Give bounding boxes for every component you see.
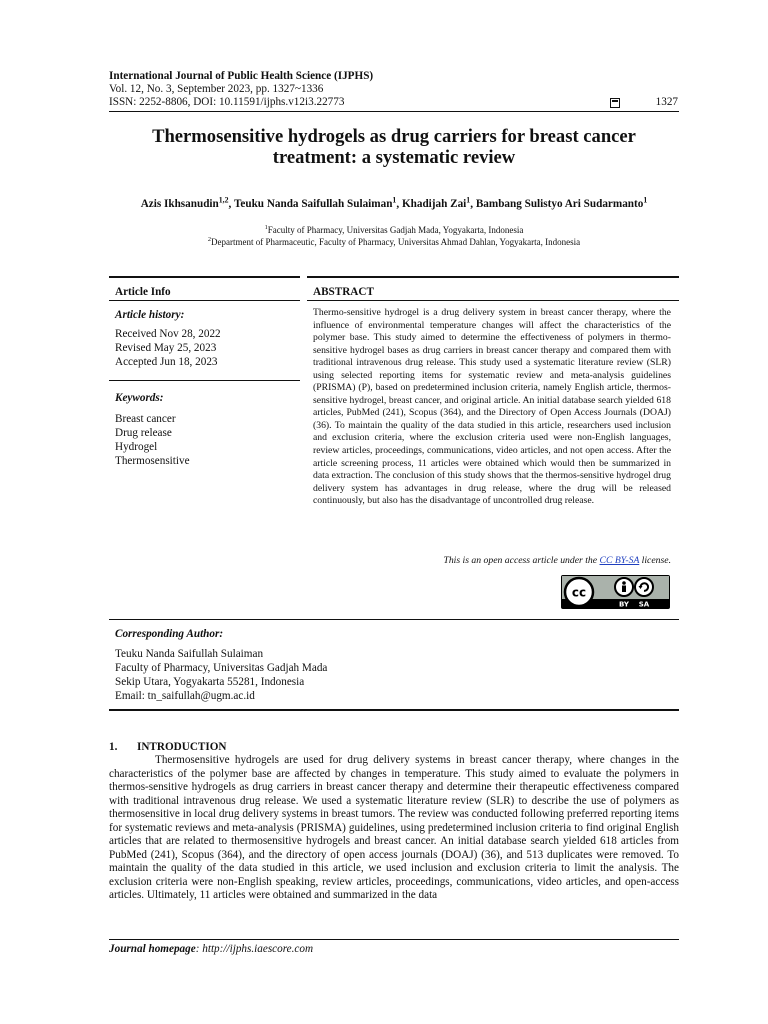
- corresponding-author-address: Sekip Utara, Yogyakarta 55281, Indonesia: [115, 676, 305, 688]
- corresponding-author-affiliation: Faculty of Pharmacy, Universitas Gadjah Mada: [115, 662, 328, 674]
- badge-sa-label: SA: [638, 600, 650, 609]
- page-number-block: [610, 96, 678, 109]
- section-title: INTRODUCTION: [137, 741, 227, 753]
- corresponding-bottom-rule: [109, 709, 679, 711]
- sa-share-icon: [635, 578, 653, 596]
- author-name: Bambang Sulistyo Ari Sudarmanto: [475, 198, 644, 210]
- author-name: Azis Ikhsanudin: [140, 198, 219, 210]
- affiliation-2: $^2$Department of Pharmaceutic, Faculty of Pharmacy, Universitas Ahmad Dahlan, Yogyakarta, Indonesia: [207, 236, 581, 247]
- paper-title-line-1: Thermosensitive hydrogels as drug carriers for breast cancer: [152, 126, 636, 147]
- svg-text:cc: cc: [571, 585, 587, 600]
- badge-by-label: BY: [618, 600, 630, 609]
- keyword-item: Thermosensitive: [115, 455, 190, 467]
- keyword-item: Drug release: [115, 427, 172, 439]
- homepage-url[interactable]: http://ijphs.iaescore.com: [202, 943, 314, 955]
- affiliation-1: $^1$Faculty of Pharmacy, Universitas Gadjah Mada, Yogyakarta, Indonesia: [264, 224, 524, 235]
- abstract-top-rule: [307, 276, 679, 278]
- author-name: Khadijah Zai: [401, 198, 467, 210]
- author-affil-mark: 1: [643, 195, 648, 205]
- homepage-label: Journal homepage: [109, 943, 196, 955]
- section-number: 1.: [109, 741, 118, 753]
- keyword-item: Hydrogel: [115, 441, 158, 453]
- abstract-text: Thermo-sensitive hydrogel is a drug delivery system in breast cancer therapy, where the influence of environmental temperature changes will affect the characteristics of the polymer base. This study aimed to determine the effectiveness of polymers in thermo-sensitive hydrogel bases as drug carriers in breast cancer therapy and compared them with traditional intravenous drug release. This study used a systematic literature review (SLR) using selected reporting items for systematic review and meta-analysis guidelines (PRISMA) (P), based on predetermined inclusion criteria, namely English article, thermos-sensitive hydrogel, breast cancer, and original article. An initial database search yielded 618 articles, PubMed (241), Scopus (364), and the Directory of Open Access Journals (DOAJ) (36). To maintain the quality of the data studied in this article, researchers used inclusion and exclusion criteria, where the exclusion criteria used were non-English languages, review articles, proceedings, communications, video articles, and not open access. After the article screening process, 11 articles were obtained which would then be summarized in data extraction. The conclusion of this study shows that the thermos-sensitive hydrogel drug delivery system has advantages in drug release, where the drug will be released continuously, but also has the disadvantage of uncontrolled drug release.: [313, 307, 671, 507]
- received-date: Received Nov 28, 2022: [115, 328, 221, 340]
- abstract-sub-rule: [307, 300, 679, 301]
- page-number: 1327: [655, 96, 678, 108]
- abstract-heading: ABSTRACT: [313, 286, 374, 298]
- article-info-top-rule: [109, 276, 300, 278]
- article-history-label: Article history:: [115, 309, 185, 321]
- corresponding-author-name: Teuku Nanda Saifullah Sulaiman: [115, 648, 264, 660]
- introduction-heading: [109, 741, 227, 754]
- cc-by-sa-badge[interactable]: [561, 575, 670, 609]
- volume-info: Vol. 12, No. 3, September 2023, pp. 1327~1336: [109, 83, 324, 95]
- author-affil-mark: 1: [466, 195, 471, 205]
- paper-title: [100, 126, 688, 168]
- introduction-body: [109, 754, 679, 903]
- keyword-item: Breast cancer: [115, 413, 176, 425]
- license-line: This is an open access article under the CC BY-SA license.: [443, 555, 671, 566]
- author-affil-mark: 1,2: [218, 195, 229, 205]
- corresponding-author-label: Corresponding Author:: [115, 628, 224, 640]
- issn-doi: ISSN: 2252-8806, DOI: 10.11591/ijphs.v12i3.22773: [109, 96, 345, 108]
- history-divider: [109, 380, 300, 381]
- corresponding-top-rule: [109, 619, 679, 620]
- license-link[interactable]: CC BY-SA: [599, 555, 640, 566]
- author-list: Azis Ikhsanudin$^{1,2}$, Teuku Nanda Saifullah Sulaiman$^1$, Khadijah Zai$^1$, Bambang Sulistyo Ari Sudarmanto$^1$: [140, 195, 648, 210]
- revised-date: Revised May 25, 2023: [115, 342, 217, 354]
- journal-name: International Journal of Public Health Science (IJPHS): [109, 70, 374, 82]
- article-info-heading: Article Info: [115, 286, 171, 298]
- header-rule: [109, 111, 679, 112]
- page-box-icon: [610, 98, 620, 108]
- cc-by-sa-icon: [561, 575, 670, 609]
- article-info-sub-rule: [109, 300, 300, 301]
- corresponding-author-email: Email: tn_saifullah@ugm.ac.id: [115, 690, 255, 702]
- author-name: Teuku Nanda Saifullah Sulaiman: [233, 198, 393, 210]
- author-affil-mark: 1: [392, 195, 397, 205]
- introduction-text: Thermosensitive hydrogels are used for drug delivery systems in breast cancer therapy, where changes in the characteristics of the polymer base are affected by changes in temperature. This study aimed to evaluate the polymers in thermos-sensitive hydrogels as drug carriers in breast cancer therapy and determine their therapeutic effectiveness compared with traditional intravenous drug release. We used a systematic literature review (SLR) to describe the use of polymers as thermosensitive in local drug delivery systems in breast tumors. The review was conducted following preferred reporting items for systematic reviews and meta-analysis (PRISMA) guidelines, using predetermined inclusion criteria to find original English articles that are related to thermosensitive hydrogels and breast cancer. An initial database search yielded 618 articles from PubMed (241), Scopus (364), and the directory of open access journals (DOAJ) (36), and 513 duplicates were removed. To maintain the quality of the data studied in this article, we used inclusion and exclusion criteria to limit the analysis. The exclusion criteria were non-English speaking, review articles, proceedings, communications, video articles, and open-access articles. Ultimately, 11 articles were obtained and summarized in the data: [109, 754, 679, 901]
- footer-rule: [109, 939, 679, 940]
- keywords-label: Keywords:: [115, 392, 164, 404]
- journal-homepage: Journal homepage: http://ijphs.iaescore.com: [109, 943, 314, 955]
- paper-title-line-2: treatment: a systematic review: [272, 147, 516, 168]
- accepted-date: Accepted Jun 18, 2023: [115, 356, 218, 368]
